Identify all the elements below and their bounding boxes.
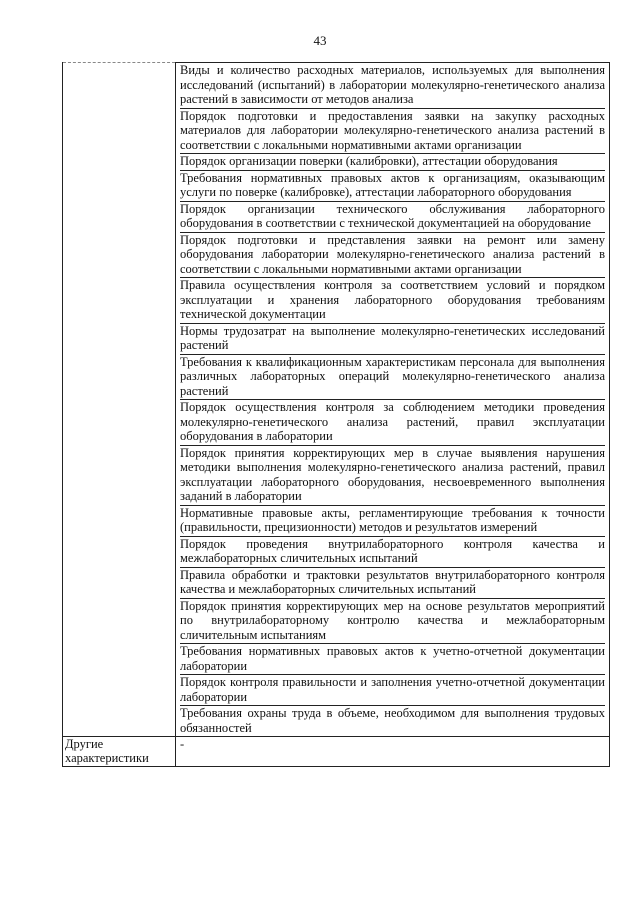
row-label-cell	[63, 63, 176, 737]
requirement-item: Нормы трудозатрат на выполнение молекулярно-генетических исследований растений	[180, 324, 605, 355]
requirement-item: Порядок проведения внутрилабораторного контроля качества и межлабораторных сличительных испытаний	[180, 537, 605, 568]
requirements-list	[180, 63, 605, 736]
requirement-item: Порядок подготовки и представления заявки на ремонт или замену оборудования лаборатории молекулярно-генетического анализа растений в соответствии с локальными нормативными актами организации	[180, 233, 605, 279]
requirement-item: Требования охраны труда в объеме, необходимом для выполнения трудовых обязанностей	[180, 706, 605, 735]
table-row-knowledge	[63, 63, 610, 737]
requirement-item: Требования нормативных правовых актов к учетно-отчетной документации лаборатории	[180, 644, 605, 675]
table-row-other	[63, 737, 610, 767]
requirement-item: Порядок принятия корректирующих мер в случае выявления нарушения методики выполнения молекулярно-генетического анализа растений, правил эксплуатации лабораторного оборудования, несвоевременного выполнения заданий в лаборатории	[180, 446, 605, 506]
requirements-table	[62, 62, 610, 767]
requirement-item: Порядок организации технического обслуживания лабораторного оборудования в соответствии с технической документацией на оборудование	[180, 202, 605, 233]
page-number: 43	[313, 33, 327, 48]
requirement-item: Порядок организации поверки (калибровки), аттестации оборудования	[180, 154, 605, 171]
requirement-item: Порядок осуществления контроля за соблюдением методики проведения молекулярно-генетического анализа растений, правил эксплуатации оборудования в лаборатории	[180, 400, 605, 446]
requirement-item: Нормативные правовые акты, регламентирующие требования к точности (правильности, прецизионности) методов и результатов измерений	[180, 506, 605, 537]
requirement-item: Порядок подготовки и предоставления заявки на закупку расходных материалов для лаборатории молекулярно-генетического анализа растений в соответствии с локальными нормативными актами организации	[180, 109, 605, 155]
requirement-item: Порядок контроля правильности и заполнения учетно-отчетной документации лаборатории	[180, 675, 605, 706]
requirements-list-cell	[176, 63, 610, 737]
requirement-item: Требования к квалификационным характеристикам персонала для выполнения различных лабораторных операций молекулярно-генетического анализа растений	[180, 355, 605, 401]
other-characteristics-value: -	[176, 737, 610, 767]
requirement-item: Порядок принятия корректирующих мер на основе результатов мероприятий по внутрилабораторному контролю качества и межлабораторным сличительным испытаниям	[180, 599, 605, 645]
requirement-item: Требования нормативных правовых актов к организациям, оказывающим услуги по поверке (калибровке), аттестации лабораторного оборудования	[180, 171, 605, 202]
other-characteristics-label: Другие характеристики	[63, 737, 176, 767]
requirement-item: Виды и количество расходных материалов, используемых для выполнения исследований (испытаний) в лаборатории молекулярно-генетического анализа растений в зависимости от методов анализа	[180, 63, 605, 109]
requirement-item: Правила обработки и трактовки результатов внутрилабораторного контроля качества и межлабораторных сличительных испытаний	[180, 568, 605, 599]
requirement-item: Правила осуществления контроля за соответствием условий и порядком эксплуатации и хранения лабораторного оборудования требованиям технической документации	[180, 278, 605, 324]
